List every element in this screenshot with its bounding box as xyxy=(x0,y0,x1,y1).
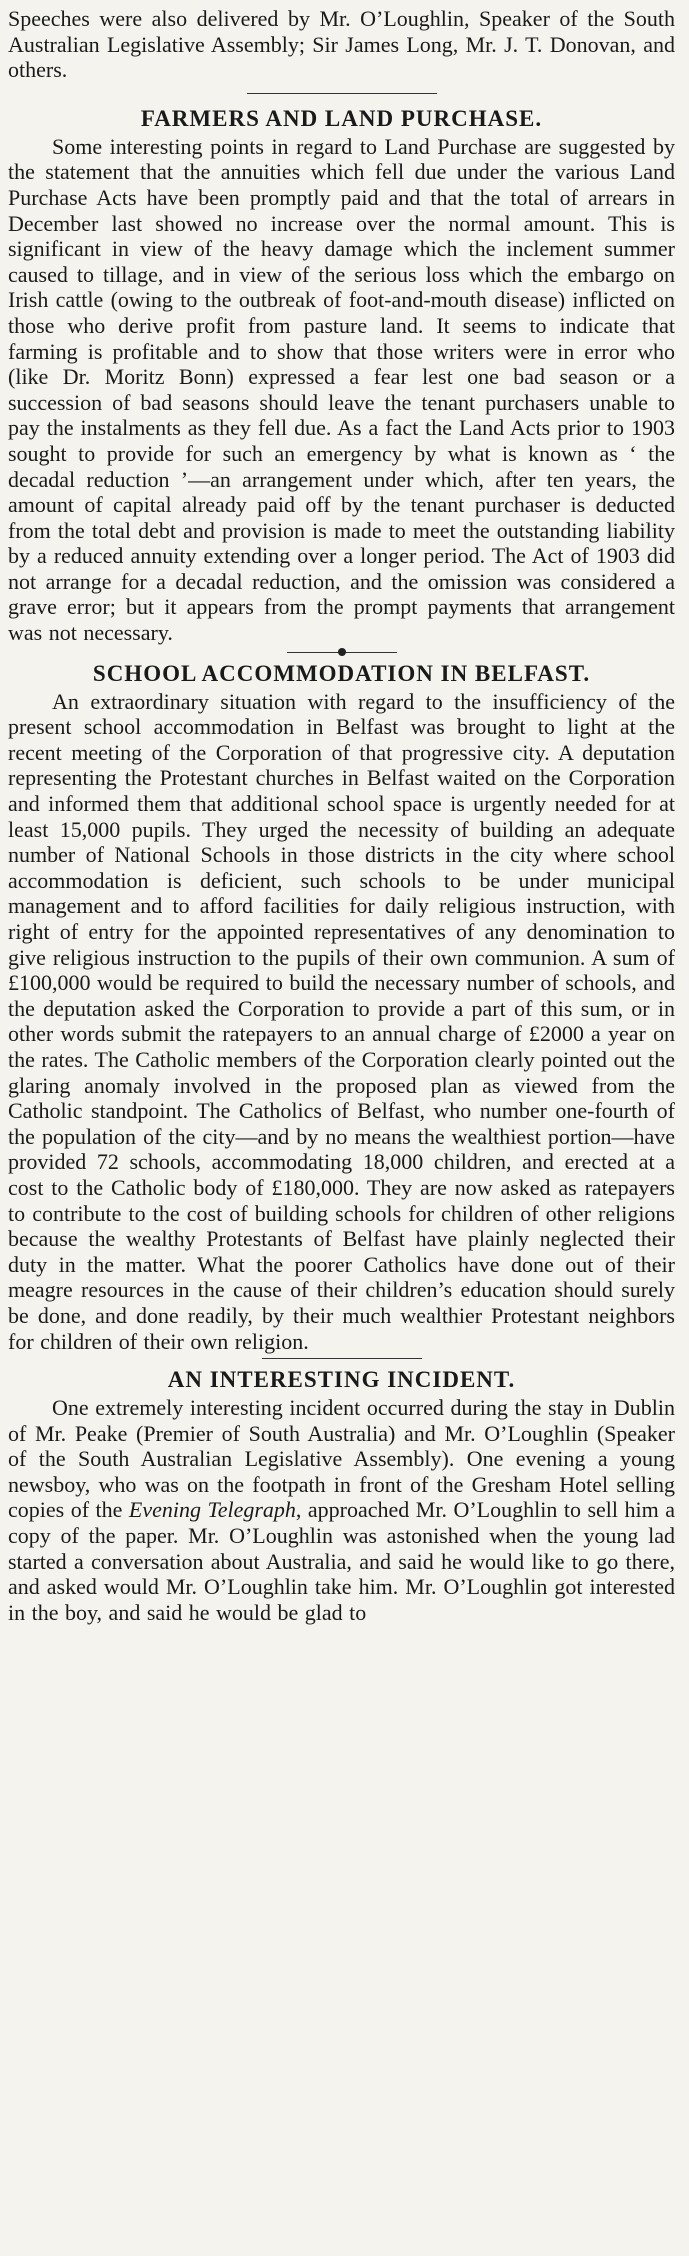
intro-paragraph: Speeches were also delivered by Mr. O’Loughlin, Speaker of the South Australian Legislative Assembly; Sir James Long, Mr. J. T. Donovan, and others. xyxy=(8,6,675,83)
article-body: Some interesting points in regard to Land Purchase are suggested by the statement that the annuities which fell due under the various Land Purchase Acts have been promptly paid and that the total of arrears in December last showed no increase over the normal amount. This is significant in view of the heavy damage which the inclement summer caused to tillage, and in view of the serious loss which the embargo on Irish cattle (owing to the outbreak of foot-and-mouth disease) inflicted on those who derive profit from pasture land. It seems to indicate that farming is profitable and to show that those writers were in error who (like Dr. Moritz Bonn) expressed a fear lest one bad season or a succession of bad seasons should leave the tenant purchasers unable to pay the instalments as they fell due. As a fact the Land Acts prior to 1903 sought to provide for such an emergency by what is known as ‘ the decadal reduction ’—an arrangement under which, after ten years, the amount of capital already paid off by the tenant purchaser is deducted from the total debt and provision is made to meet the outstanding liability by a reduced annuity extending over a longer period. The Act of 1903 did not arrange for a decadal reduction, and the omission was considered a grave error; but it appears from the prompt payments that arrangement was not necessary. xyxy=(8,133,675,646)
article-body-text: , approached Mr. O’Loughlin to sell him a copy of the paper. Mr. O’Loughlin was astonished when the young lad started a conversation about Australia, and said he would like to go there, and asked would Mr. O’Loughlin take him. Mr. O’Loughlin got interested in the boy, and said he would be glad to xyxy=(8,1497,675,1625)
article-heading: SCHOOL ACCOMMODATION IN BELFAST. xyxy=(92,660,591,686)
article-body-text: One extremely interesting incident occurred during the stay in Dublin of Mr. Peake (Premier of South Australia) and Mr. O’Loughlin (Speaker of the South Australian Legislative Assembly). One evening a young newsboy, who was on the footpath in front of the Gresham Hotel selling copies of the xyxy=(8,1395,675,1523)
section-divider-1 xyxy=(247,93,437,94)
article-farmers-land-purchase xyxy=(8,104,675,646)
newspaper-title: Evening Telegraph xyxy=(128,1497,296,1523)
article-heading: FARMERS AND LAND PURCHASE. xyxy=(140,105,543,131)
article-interesting-incident xyxy=(8,1365,675,1625)
article-school-accommodation xyxy=(8,659,675,1354)
article-body: An extraordinary situation with regard to the insufficiency of the present school accommodation in Belfast was brought to light at the recent meeting of the Corporation of that progressive city. A deputation representing the Protestant churches in Belfast waited on the Corporation and informed them that additional school space is urgently needed for at least 15,000 pupils. They urged the necessity of building an adequate number of National Schools in those districts in the city where school accommodation is deficient, such schools to be under municipal management and to afford facilities for daily religious instruction, with right of entry for the appointed representatives of any denomination to give religious instruction to the pupils of their own communion. A sum of £100,000 would be required to build the necessary number of schools, and the deputation asked the Corporation to provide a part of this sum, or in other words submit the ratepayers to an annual charge of £2000 a year on the rates. The Catholic members of the Corporation clearly pointed out the glaring anomaly involved in the proposed plan as viewed from the Catholic standpoint. The Catholics of Belfast, who number one-fourth of the population of the city—and by no means the wealthiest portion—have provided 72 schools, accommodating 18,000 children, and erected at a cost to the Catholic body of £180,000. They are now asked as ratepayers to contribute to the cost of building schools for children of other religions because the wealthy Protestants of Belfast have plainly neglected their duty in the matter. What the poorer Catholics have done out of their meagre resources in the cause of their children’s education should surely be done, and done readily, by their much wealthier Protestant neighbors for children of their own religion. xyxy=(8,688,675,1354)
section-divider-3 xyxy=(262,1358,422,1359)
article-body xyxy=(8,1395,675,1625)
section-divider-2 xyxy=(287,652,397,653)
article-heading: AN INTERESTING INCIDENT. xyxy=(167,1367,516,1393)
